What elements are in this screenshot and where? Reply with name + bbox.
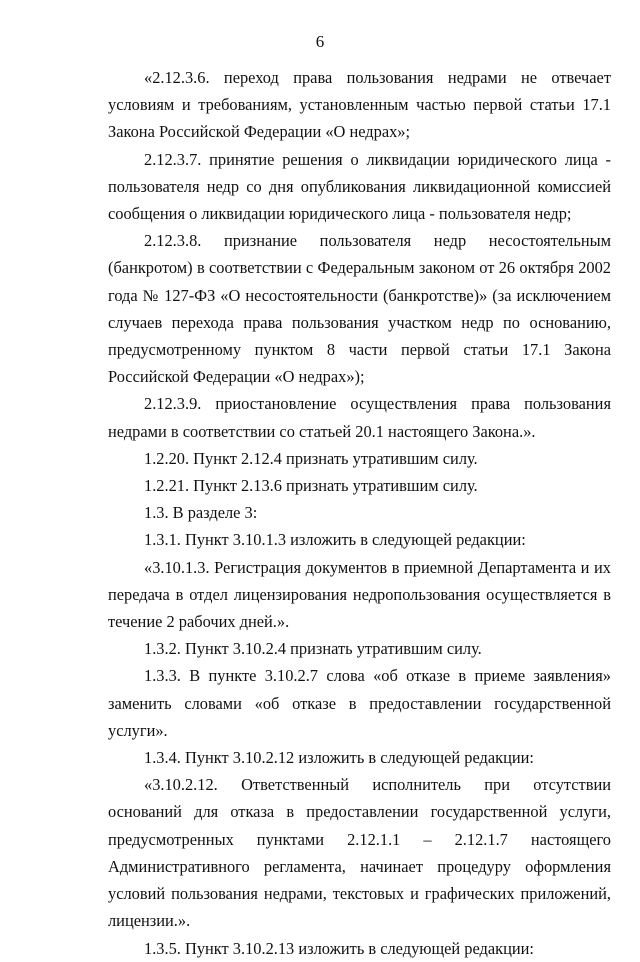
paragraph: 1.2.20. Пункт 2.12.4 признать утратившим силу. xyxy=(144,448,478,468)
paragraph: 1.3.2. Пункт 3.10.2.4 признать утратившим силу. xyxy=(144,639,482,659)
paragraph: 1.3. В разделе 3: xyxy=(144,503,258,523)
paragraph: 2.12.3.9. приостановление осуществления права пользования недрами в соответствии со статьей 20.1 настоящего Закона.». xyxy=(108,394,611,441)
paragraph: 2.12.3.8. признание пользователя недр несостоятельным (банкротом) в соответствии с Федеральным законом от 26 октября 2002 года № 127-ФЗ «О несостоятельности (банкротстве)» (за исключением случаев перехода права пользования участком недр по основанию, предусмотренному пунктом 8 части первой статьи 17.1 Закона Российской Федерации «О недрах»); xyxy=(108,231,611,387)
paragraph: «3.10.2.12. Ответственный исполнитель при отсутствии оснований для отказа в предоставлении государственной услуги, предусмотренных пунктами 2.12.1.1 – 2.12.1.7 настоящего Административного регламента, начинает процедуру оформления условий пользования недрами, текстовых и графических приложений, лицензии.». xyxy=(108,775,611,931)
paragraph: 2.12.3.7. принятие решения о ликвидации юридического лица - пользователя недр со дня опубликования ликвидационной комиссией сообщения о ликвидации юридического лица - пользователя недр; xyxy=(108,149,611,224)
paragraph: 1.2.21. Пункт 2.13.6 признать утратившим силу. xyxy=(144,476,478,496)
paragraph: «3.10.1.3. Регистрация документов в приемной Департамента и их передача в отдел лицензирования недропользования осуществляется в течение 2 рабочих дней.». xyxy=(108,557,611,632)
paragraph: 1.3.1. Пункт 3.10.1.3 изложить в следующей редакции: xyxy=(144,530,526,550)
paragraph: 1.3.4. Пункт 3.10.2.12 изложить в следующей редакции: xyxy=(144,748,534,768)
document-body xyxy=(108,64,611,962)
paragraph: 1.3.3. В пункте 3.10.2.7 слова «об отказе в приеме заявления» заменить словами «об отказе в предоставлении государственной услуги». xyxy=(108,666,611,740)
paragraph: «2.12.3.6. переход права пользования недрами не отвечает условиям и требованиям, установленным частью первой статьи 17.1 Закона Российской Федерации «О недрах»; xyxy=(108,68,611,142)
page-number: 6 xyxy=(315,32,325,51)
paragraph: 1.3.5. Пункт 3.10.2.13 изложить в следующей редакции: xyxy=(144,938,534,958)
